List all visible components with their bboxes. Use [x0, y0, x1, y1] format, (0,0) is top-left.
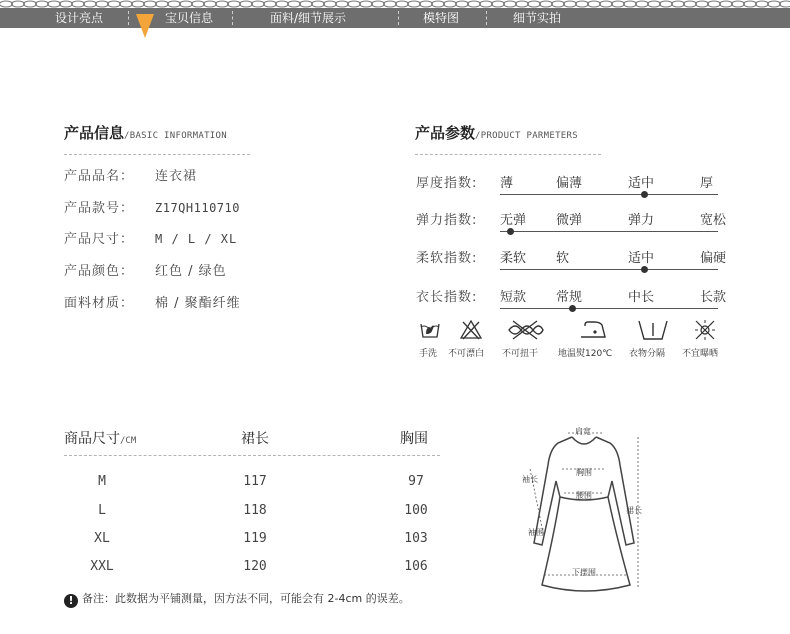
size-header-label: 商品尺寸 [64, 431, 120, 447]
info-row-color [64, 263, 227, 281]
nav-item-design[interactable]: 设计亮点 [55, 11, 104, 25]
info-row-style-no [64, 199, 240, 217]
top-nav [0, 8, 790, 28]
divider [415, 154, 601, 155]
size-cell-size: XXL [90, 559, 114, 574]
parameter-indicator-dot [641, 191, 648, 198]
parameter-label: 柔软指数: [416, 251, 478, 266]
parameters-subtitle: /PRODUCT PARMETERS [475, 131, 578, 141]
size-cell-length: 120 [243, 559, 267, 574]
parameter-scale [500, 231, 718, 232]
length-label: 裙长 [626, 506, 642, 515]
parameter-option: 微弹 [556, 213, 583, 228]
parameter-label: 衣长指数: [416, 290, 478, 305]
no-sun-icon [692, 318, 718, 342]
parameter-indicator-dot [641, 266, 648, 273]
parameters-heading [415, 122, 578, 143]
parameter-option: 适中 [628, 176, 655, 191]
info-row-name [64, 168, 197, 186]
hand-wash-icon [418, 318, 442, 342]
nav-separator [486, 11, 487, 25]
low-iron-label: 地温熨120℃ [558, 349, 613, 359]
nav-item-model[interactable]: 模特图 [423, 11, 460, 25]
info-label: 产品尺寸： [64, 232, 135, 247]
size-header-unit: /CM [120, 436, 137, 446]
note-text: 备注：此数据为平铺测量，因方法不同，可能会有 2-4cm 的误差。 [82, 592, 410, 605]
info-row-material [64, 295, 241, 313]
parameter-option: 适中 [628, 251, 655, 266]
size-cell-size: L [98, 503, 106, 518]
parameter-option: 偏薄 [556, 176, 583, 191]
no-bleach-label: 不可漂白 [448, 349, 485, 359]
info-value: 棉 / 聚酯纤维 [155, 296, 241, 311]
hem-label: 下摆围 [572, 568, 596, 577]
active-tab-marker [136, 14, 154, 38]
nav-item-fabric-detail[interactable]: 面料/细节展示 [270, 11, 347, 25]
hand-wash-label: 手洗 [419, 349, 438, 359]
no-bleach-icon [459, 318, 483, 342]
no-wring-label: 不可扭干 [502, 349, 539, 359]
size-cell-bust: 97 [408, 474, 424, 489]
info-value: 红色 / 绿色 [155, 264, 227, 279]
separate-wash-icon [637, 318, 669, 342]
parameter-option: 偏硬 [700, 251, 727, 266]
nav-item-detail-photos[interactable]: 细节实拍 [513, 11, 562, 25]
parameter-label: 厚度指数: [416, 176, 478, 191]
sleeve-label: 袖长 [522, 475, 538, 484]
separate-wash-label: 衣物分隔 [629, 349, 666, 359]
dress-measurement-diagram [520, 425, 650, 603]
parameter-option: 中长 [628, 290, 655, 305]
nav-separator [128, 11, 129, 25]
size-cell-bust: 100 [404, 503, 428, 518]
basic-info-subtitle: /BASIC INFORMATION [124, 131, 227, 141]
chain-border [0, 0, 790, 8]
parameter-indicator-dot [569, 305, 576, 312]
parameter-indicator-dot [507, 228, 514, 235]
info-label: 产品品名： [64, 169, 135, 184]
size-cell-bust: 103 [404, 531, 428, 546]
info-label: 产品颜色： [64, 264, 135, 279]
parameter-option: 宽松 [700, 213, 727, 228]
bust-label: 胸围 [576, 468, 592, 477]
parameter-option: 短款 [500, 290, 527, 305]
size-cell-bust: 106 [404, 559, 428, 574]
parameter-label: 弹力指数: [416, 213, 478, 228]
warning-icon: ! [64, 594, 78, 608]
parameter-scale [500, 308, 718, 309]
parameter-option: 薄 [500, 176, 514, 191]
nav-item-product-info[interactable]: 宝贝信息 [165, 11, 214, 25]
info-value: 连衣裙 [155, 169, 198, 184]
measurement-note [64, 590, 410, 608]
bust-column-header: 胸围 [400, 431, 428, 447]
shoulder-label: 肩宽 [575, 427, 591, 436]
parameter-option: 厚 [700, 176, 714, 191]
parameter-option: 柔软 [500, 251, 527, 266]
info-label: 产品款号： [64, 201, 135, 216]
parameters-title: 产品参数 [415, 124, 476, 142]
divider [64, 154, 250, 155]
size-cell-size: XL [94, 531, 110, 546]
size-column-header [64, 428, 136, 448]
length-column-header: 裙长 [241, 431, 269, 447]
parameter-option: 无弹 [500, 213, 527, 228]
nav-separator [232, 11, 233, 25]
low-iron-icon [578, 318, 608, 342]
size-cell-length: 119 [243, 531, 267, 546]
parameter-option: 常规 [556, 290, 583, 305]
info-label: 面料材质： [64, 296, 135, 311]
info-row-size [64, 230, 237, 248]
info-value: M / L / XL [155, 232, 238, 246]
parameter-option: 长款 [700, 290, 727, 305]
basic-info-heading [64, 122, 227, 143]
waist-label: 腰围 [576, 491, 592, 500]
no-sun-label: 不宜曝晒 [682, 349, 719, 359]
basic-info-title: 产品信息 [64, 124, 125, 142]
parameter-scale [500, 269, 718, 270]
cuff-label: 袖围 [528, 528, 544, 537]
parameter-scale [500, 194, 718, 195]
nav-separator [398, 11, 399, 25]
no-wring-icon [505, 318, 545, 342]
size-cell-size: M [98, 474, 106, 489]
size-cell-length: 118 [243, 503, 267, 518]
parameter-option: 弹力 [628, 213, 655, 228]
info-value: Z17QH110710 [155, 201, 240, 215]
size-cell-length: 117 [243, 474, 267, 489]
parameter-option: 软 [556, 251, 570, 266]
table-divider [64, 455, 440, 456]
